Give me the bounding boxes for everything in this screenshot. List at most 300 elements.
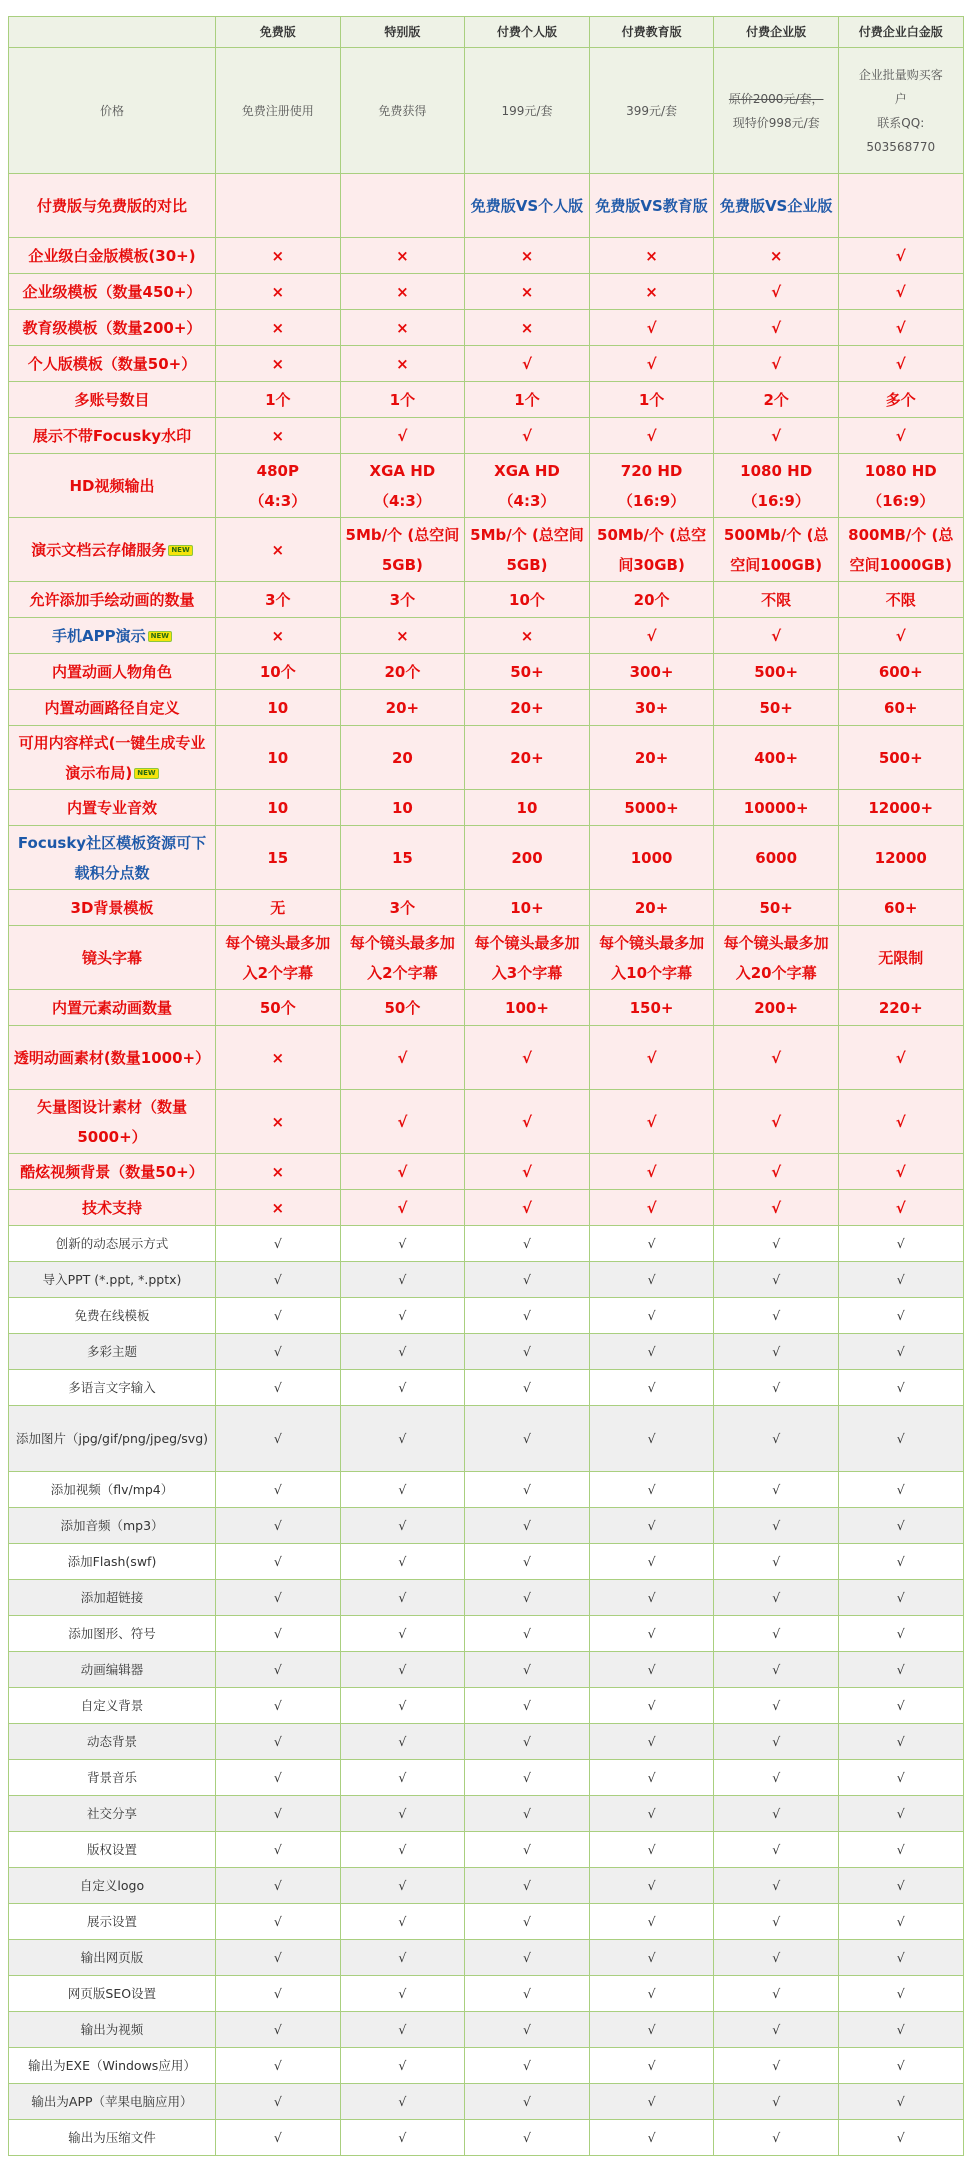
value-education: √ bbox=[589, 1190, 714, 1226]
check-free: √ bbox=[216, 1652, 341, 1688]
check-education: √ bbox=[589, 1508, 714, 1544]
check-special: √ bbox=[340, 1796, 465, 1832]
check-education: √ bbox=[589, 1226, 714, 1262]
feature-label bbox=[9, 454, 216, 518]
value-personal: √ bbox=[465, 1026, 590, 1090]
check-special: √ bbox=[340, 1370, 465, 1406]
check-enterprise: √ bbox=[714, 1298, 839, 1334]
check-special: √ bbox=[340, 1334, 465, 1370]
check-personal: √ bbox=[465, 1370, 590, 1406]
check-personal: √ bbox=[465, 1868, 590, 1904]
value-education: √ bbox=[589, 418, 714, 454]
premium-feature-row bbox=[9, 582, 964, 618]
value-education: 免费版VS教育版 bbox=[589, 174, 714, 238]
value-platinum: 不限 bbox=[838, 582, 963, 618]
value-special: 20 bbox=[340, 726, 465, 790]
check-personal: √ bbox=[465, 1832, 590, 1868]
premium-feature-row bbox=[9, 310, 964, 346]
header-free: 免费版 bbox=[216, 17, 341, 48]
price-row bbox=[9, 48, 964, 174]
basic-feature-row bbox=[9, 1508, 964, 1544]
value-personal: × bbox=[465, 274, 590, 310]
value-free: 10 bbox=[216, 726, 341, 790]
value-enterprise: √ bbox=[714, 1026, 839, 1090]
check-platinum: √ bbox=[838, 1652, 963, 1688]
basic-feature-row bbox=[9, 1472, 964, 1508]
value-education: 300+ bbox=[589, 654, 714, 690]
feature-label bbox=[9, 582, 216, 618]
feature-label bbox=[9, 1190, 216, 1226]
value-platinum: 800MB/个 (总空间1000GB) bbox=[838, 518, 963, 582]
new-badge-icon: NEW bbox=[168, 545, 192, 556]
check-free: √ bbox=[216, 1226, 341, 1262]
check-free: √ bbox=[216, 1832, 341, 1868]
check-platinum: √ bbox=[838, 1544, 963, 1580]
check-free: √ bbox=[216, 1580, 341, 1616]
basic-feature-row bbox=[9, 1580, 964, 1616]
check-personal: √ bbox=[465, 1724, 590, 1760]
header-special: 特别版 bbox=[340, 17, 465, 48]
feature-label bbox=[9, 346, 216, 382]
check-personal: √ bbox=[465, 2120, 590, 2156]
header-row bbox=[9, 17, 964, 48]
check-platinum: √ bbox=[838, 1298, 963, 1334]
basic-feature-row bbox=[9, 2048, 964, 2084]
basic-feature-row bbox=[9, 1760, 964, 1796]
check-enterprise: √ bbox=[714, 1724, 839, 1760]
check-special: √ bbox=[340, 1832, 465, 1868]
check-personal: √ bbox=[465, 2012, 590, 2048]
value-special: 3个 bbox=[340, 582, 465, 618]
feature-label-text: 内置动画路径自定义 bbox=[44, 698, 180, 717]
value-free: × bbox=[216, 1026, 341, 1090]
value-education: √ bbox=[589, 310, 714, 346]
value-enterprise: 10000+ bbox=[714, 790, 839, 826]
check-education: √ bbox=[589, 1868, 714, 1904]
check-education: √ bbox=[589, 2084, 714, 2120]
value-free: × bbox=[216, 418, 341, 454]
value-special: × bbox=[340, 238, 465, 274]
basic-feature-row bbox=[9, 1544, 964, 1580]
feature-label-text: 个人版模板（数量50+） bbox=[27, 354, 197, 373]
value-personal: 5Mb/个 (总空间5GB) bbox=[465, 518, 590, 582]
value-personal: × bbox=[465, 618, 590, 654]
check-personal: √ bbox=[465, 1226, 590, 1262]
value-enterprise: √ bbox=[714, 618, 839, 654]
feature-label-text: 展示不带Focusky水印 bbox=[32, 426, 192, 445]
check-platinum: √ bbox=[838, 1904, 963, 1940]
feature-label: 社交分享 bbox=[9, 1796, 216, 1832]
check-special: √ bbox=[340, 1472, 465, 1508]
value-education: × bbox=[589, 238, 714, 274]
feature-label bbox=[9, 790, 216, 826]
feature-label: 自定义背景 bbox=[9, 1688, 216, 1724]
check-special: √ bbox=[340, 1976, 465, 2012]
check-free: √ bbox=[216, 1868, 341, 1904]
value-free: 15 bbox=[216, 826, 341, 890]
value-platinum: √ bbox=[838, 1026, 963, 1090]
value-enterprise: √ bbox=[714, 418, 839, 454]
basic-feature-row bbox=[9, 1334, 964, 1370]
value-special: 5Mb/个 (总空间5GB) bbox=[340, 518, 465, 582]
check-platinum: √ bbox=[838, 1508, 963, 1544]
price-enterprise-now: 现特价998元/套 bbox=[732, 115, 820, 130]
check-special: √ bbox=[340, 1688, 465, 1724]
check-education: √ bbox=[589, 2120, 714, 2156]
check-education: √ bbox=[589, 1976, 714, 2012]
check-platinum: √ bbox=[838, 1940, 963, 1976]
premium-feature-row bbox=[9, 790, 964, 826]
check-education: √ bbox=[589, 1940, 714, 1976]
check-enterprise: √ bbox=[714, 2120, 839, 2156]
premium-feature-row bbox=[9, 1026, 964, 1090]
feature-label bbox=[9, 826, 216, 890]
price-platinum-line1: 企业批量购买客 bbox=[858, 67, 943, 82]
value-special: XGA HD （4:3） bbox=[340, 454, 465, 518]
value-platinum: 12000 bbox=[838, 826, 963, 890]
check-enterprise: √ bbox=[714, 2012, 839, 2048]
value-enterprise: 不限 bbox=[714, 582, 839, 618]
feature-label-text: Focusky社区模板资源可下载积分点数 bbox=[17, 833, 207, 882]
check-enterprise: √ bbox=[714, 1226, 839, 1262]
basic-feature-row bbox=[9, 1904, 964, 1940]
value-personal: × bbox=[465, 310, 590, 346]
value-enterprise: √ bbox=[714, 310, 839, 346]
feature-label: 免费在线模板 bbox=[9, 1298, 216, 1334]
check-education: √ bbox=[589, 1760, 714, 1796]
value-enterprise: 免费版VS企业版 bbox=[714, 174, 839, 238]
price-free: 免费注册使用 bbox=[216, 48, 341, 174]
price-enterprise bbox=[714, 48, 839, 174]
feature-label: 创新的动态展示方式 bbox=[9, 1226, 216, 1262]
basic-feature-row bbox=[9, 1724, 964, 1760]
value-special: √ bbox=[340, 1190, 465, 1226]
price-special: 免费获得 bbox=[340, 48, 465, 174]
feature-label-text: 可用内容样式(一键生成专业演示布局) bbox=[18, 733, 206, 782]
feature-label-text: 内置专业音效 bbox=[66, 798, 157, 817]
check-education: √ bbox=[589, 1370, 714, 1406]
check-personal: √ bbox=[465, 1472, 590, 1508]
value-enterprise: √ bbox=[714, 1190, 839, 1226]
price-platinum-qq: 503568770 bbox=[866, 139, 936, 154]
value-education: 20+ bbox=[589, 726, 714, 790]
value-platinum: 多个 bbox=[838, 382, 963, 418]
value-special: 15 bbox=[340, 826, 465, 890]
check-education: √ bbox=[589, 1796, 714, 1832]
feature-label bbox=[9, 654, 216, 690]
value-education: √ bbox=[589, 1090, 714, 1154]
premium-feature-row bbox=[9, 518, 964, 582]
value-education: 1个 bbox=[589, 382, 714, 418]
check-education: √ bbox=[589, 1724, 714, 1760]
feature-label: 动态背景 bbox=[9, 1724, 216, 1760]
premium-feature-row bbox=[9, 890, 964, 926]
feature-label: 导入PPT (*.ppt, *.pptx) bbox=[9, 1262, 216, 1298]
check-education: √ bbox=[589, 1406, 714, 1472]
value-education: 20个 bbox=[589, 582, 714, 618]
check-free: √ bbox=[216, 1370, 341, 1406]
value-enterprise: × bbox=[714, 238, 839, 274]
check-enterprise: √ bbox=[714, 1904, 839, 1940]
value-personal: √ bbox=[465, 1090, 590, 1154]
value-personal: XGA HD （4:3） bbox=[465, 454, 590, 518]
feature-label-text: 矢量图设计素材（数量5000+） bbox=[36, 1097, 187, 1146]
value-personal: 10+ bbox=[465, 890, 590, 926]
premium-feature-row bbox=[9, 654, 964, 690]
feature-label bbox=[9, 310, 216, 346]
check-free: √ bbox=[216, 1940, 341, 1976]
value-education: × bbox=[589, 274, 714, 310]
basic-feature-row bbox=[9, 1652, 964, 1688]
feature-label bbox=[9, 990, 216, 1026]
check-personal: √ bbox=[465, 1406, 590, 1472]
feature-label: 输出为视频 bbox=[9, 2012, 216, 2048]
check-platinum: √ bbox=[838, 1580, 963, 1616]
check-platinum: √ bbox=[838, 1688, 963, 1724]
value-special: 10 bbox=[340, 790, 465, 826]
check-special: √ bbox=[340, 2120, 465, 2156]
feature-label-text: 付费版与免费版的对比 bbox=[36, 196, 187, 215]
feature-label bbox=[9, 418, 216, 454]
price-platinum-line3: 联系QQ: bbox=[877, 115, 925, 130]
check-special: √ bbox=[340, 1940, 465, 1976]
value-free: 10个 bbox=[216, 654, 341, 690]
check-free: √ bbox=[216, 2120, 341, 2156]
check-education: √ bbox=[589, 1262, 714, 1298]
check-personal: √ bbox=[465, 1334, 590, 1370]
value-education: 1000 bbox=[589, 826, 714, 890]
value-education: 150+ bbox=[589, 990, 714, 1026]
check-special: √ bbox=[340, 2012, 465, 2048]
feature-label bbox=[9, 174, 216, 238]
header-education: 付费教育版 bbox=[589, 17, 714, 48]
basic-feature-row bbox=[9, 2084, 964, 2120]
value-platinum: √ bbox=[838, 1090, 963, 1154]
check-free: √ bbox=[216, 1262, 341, 1298]
check-platinum: √ bbox=[838, 1760, 963, 1796]
premium-feature-row bbox=[9, 926, 964, 990]
value-education: √ bbox=[589, 1154, 714, 1190]
check-personal: √ bbox=[465, 2084, 590, 2120]
price-platinum bbox=[838, 48, 963, 174]
check-platinum: √ bbox=[838, 1724, 963, 1760]
check-free: √ bbox=[216, 2084, 341, 2120]
check-education: √ bbox=[589, 1904, 714, 1940]
value-education: 30+ bbox=[589, 690, 714, 726]
value-special: 3个 bbox=[340, 890, 465, 926]
value-platinum: √ bbox=[838, 310, 963, 346]
feature-label-text: 教育级模板（数量200+） bbox=[22, 318, 202, 337]
value-platinum: √ bbox=[838, 274, 963, 310]
feature-label: 输出为APP（苹果电脑应用） bbox=[9, 2084, 216, 2120]
feature-label: 添加超链接 bbox=[9, 1580, 216, 1616]
header-enterprise: 付费企业版 bbox=[714, 17, 839, 48]
value-platinum: 500+ bbox=[838, 726, 963, 790]
value-platinum: √ bbox=[838, 418, 963, 454]
check-special: √ bbox=[340, 1868, 465, 1904]
value-personal: 200 bbox=[465, 826, 590, 890]
value-special: √ bbox=[340, 1026, 465, 1090]
check-special: √ bbox=[340, 1616, 465, 1652]
check-personal: √ bbox=[465, 1976, 590, 2012]
check-enterprise: √ bbox=[714, 1832, 839, 1868]
new-badge-icon: NEW bbox=[134, 768, 158, 779]
check-enterprise: √ bbox=[714, 1334, 839, 1370]
feature-label-text: 内置元素动画数量 bbox=[51, 998, 172, 1017]
feature-label bbox=[9, 690, 216, 726]
value-special: × bbox=[340, 346, 465, 382]
check-platinum: √ bbox=[838, 1370, 963, 1406]
check-enterprise: √ bbox=[714, 2048, 839, 2084]
value-free: × bbox=[216, 310, 341, 346]
check-free: √ bbox=[216, 2012, 341, 2048]
check-personal: √ bbox=[465, 1940, 590, 1976]
check-platinum: √ bbox=[838, 2048, 963, 2084]
value-special bbox=[340, 174, 465, 238]
feature-label: 背景音乐 bbox=[9, 1760, 216, 1796]
check-enterprise: √ bbox=[714, 1688, 839, 1724]
check-personal: √ bbox=[465, 2048, 590, 2084]
check-personal: √ bbox=[465, 1544, 590, 1580]
check-free: √ bbox=[216, 1406, 341, 1472]
check-special: √ bbox=[340, 1298, 465, 1334]
value-education: √ bbox=[589, 1026, 714, 1090]
feature-label bbox=[9, 890, 216, 926]
value-special: 每个镜头最多加入2个字幕 bbox=[340, 926, 465, 990]
basic-feature-row bbox=[9, 1370, 964, 1406]
basic-feature-row bbox=[9, 1406, 964, 1472]
value-education: 5000+ bbox=[589, 790, 714, 826]
check-personal: √ bbox=[465, 1298, 590, 1334]
check-free: √ bbox=[216, 1724, 341, 1760]
value-education: √ bbox=[589, 346, 714, 382]
feature-label: 多语言文字输入 bbox=[9, 1370, 216, 1406]
feature-label: 添加视频（flv/mp4） bbox=[9, 1472, 216, 1508]
check-enterprise: √ bbox=[714, 1796, 839, 1832]
value-platinum: 220+ bbox=[838, 990, 963, 1026]
feature-label-text: 多账号数目 bbox=[74, 390, 150, 409]
check-special: √ bbox=[340, 1652, 465, 1688]
value-enterprise: 500+ bbox=[714, 654, 839, 690]
value-enterprise: √ bbox=[714, 346, 839, 382]
check-free: √ bbox=[216, 1508, 341, 1544]
premium-feature-row bbox=[9, 990, 964, 1026]
value-free: × bbox=[216, 346, 341, 382]
value-enterprise: 6000 bbox=[714, 826, 839, 890]
check-platinum: √ bbox=[838, 2120, 963, 2156]
feature-label: 添加Flash(swf) bbox=[9, 1544, 216, 1580]
feature-label: 展示设置 bbox=[9, 1904, 216, 1940]
basic-feature-row bbox=[9, 1796, 964, 1832]
value-platinum: √ bbox=[838, 238, 963, 274]
check-platinum: √ bbox=[838, 1868, 963, 1904]
basic-feature-row bbox=[9, 1868, 964, 1904]
premium-feature-row bbox=[9, 238, 964, 274]
value-enterprise: √ bbox=[714, 274, 839, 310]
check-special: √ bbox=[340, 1904, 465, 1940]
check-platinum: √ bbox=[838, 1226, 963, 1262]
value-free: 1个 bbox=[216, 382, 341, 418]
check-special: √ bbox=[340, 1508, 465, 1544]
check-education: √ bbox=[589, 1544, 714, 1580]
value-platinum: 1080 HD （16:9） bbox=[838, 454, 963, 518]
price-platinum-line2: 户 bbox=[894, 91, 907, 106]
feature-label-text: 3D背景模板 bbox=[70, 898, 154, 917]
basic-feature-row bbox=[9, 2012, 964, 2048]
check-education: √ bbox=[589, 1688, 714, 1724]
edition-comparison-table bbox=[8, 16, 964, 2156]
check-special: √ bbox=[340, 1580, 465, 1616]
header-corner bbox=[9, 17, 216, 48]
value-platinum: √ bbox=[838, 346, 963, 382]
check-platinum: √ bbox=[838, 2012, 963, 2048]
check-personal: √ bbox=[465, 1508, 590, 1544]
value-free: × bbox=[216, 1190, 341, 1226]
value-enterprise: 50+ bbox=[714, 690, 839, 726]
value-free: × bbox=[216, 238, 341, 274]
price-education: 399元/套 bbox=[589, 48, 714, 174]
feature-label-text: 手机APP演示 bbox=[52, 626, 146, 645]
feature-label: 网页版SEO设置 bbox=[9, 1976, 216, 2012]
value-free: 3个 bbox=[216, 582, 341, 618]
feature-label bbox=[9, 518, 216, 582]
feature-label-text: 技术支持 bbox=[81, 1198, 142, 1217]
value-platinum: 60+ bbox=[838, 690, 963, 726]
basic-feature-row bbox=[9, 1616, 964, 1652]
check-special: √ bbox=[340, 1760, 465, 1796]
value-platinum: 无限制 bbox=[838, 926, 963, 990]
feature-label-text: 企业级白金版模板(30+) bbox=[28, 246, 196, 265]
premium-feature-row bbox=[9, 418, 964, 454]
premium-feature-row bbox=[9, 1190, 964, 1226]
check-platinum: √ bbox=[838, 2084, 963, 2120]
premium-feature-row bbox=[9, 454, 964, 518]
value-personal: 免费版VS个人版 bbox=[465, 174, 590, 238]
value-education: 20+ bbox=[589, 890, 714, 926]
basic-feature-row bbox=[9, 1832, 964, 1868]
value-platinum: √ bbox=[838, 618, 963, 654]
value-free: × bbox=[216, 518, 341, 582]
value-enterprise: 1080 HD （16:9） bbox=[714, 454, 839, 518]
premium-feature-row bbox=[9, 618, 964, 654]
check-platinum: √ bbox=[838, 1616, 963, 1652]
feature-label: 自定义logo bbox=[9, 1868, 216, 1904]
check-free: √ bbox=[216, 1904, 341, 1940]
feature-label-text: 酷炫视频背景（数量50+） bbox=[20, 1162, 204, 1181]
basic-feature-row bbox=[9, 1688, 964, 1724]
check-enterprise: √ bbox=[714, 1472, 839, 1508]
value-special: 50个 bbox=[340, 990, 465, 1026]
feature-label: 多彩主题 bbox=[9, 1334, 216, 1370]
feature-label-text: 演示文档云存储服务 bbox=[31, 540, 167, 559]
value-platinum: √ bbox=[838, 1154, 963, 1190]
feature-label: 输出为压缩文件 bbox=[9, 2120, 216, 2156]
value-free: 10 bbox=[216, 690, 341, 726]
feature-label: 添加图形、符号 bbox=[9, 1616, 216, 1652]
check-free: √ bbox=[216, 1616, 341, 1652]
value-education: √ bbox=[589, 618, 714, 654]
value-enterprise: 400+ bbox=[714, 726, 839, 790]
check-free: √ bbox=[216, 1688, 341, 1724]
feature-label bbox=[9, 1026, 216, 1090]
basic-feature-row bbox=[9, 1262, 964, 1298]
value-free: 480P （4:3） bbox=[216, 454, 341, 518]
value-free: × bbox=[216, 1090, 341, 1154]
value-special: 20个 bbox=[340, 654, 465, 690]
premium-feature-row bbox=[9, 1090, 964, 1154]
basic-feature-row bbox=[9, 1298, 964, 1334]
value-enterprise: 每个镜头最多加入20个字幕 bbox=[714, 926, 839, 990]
